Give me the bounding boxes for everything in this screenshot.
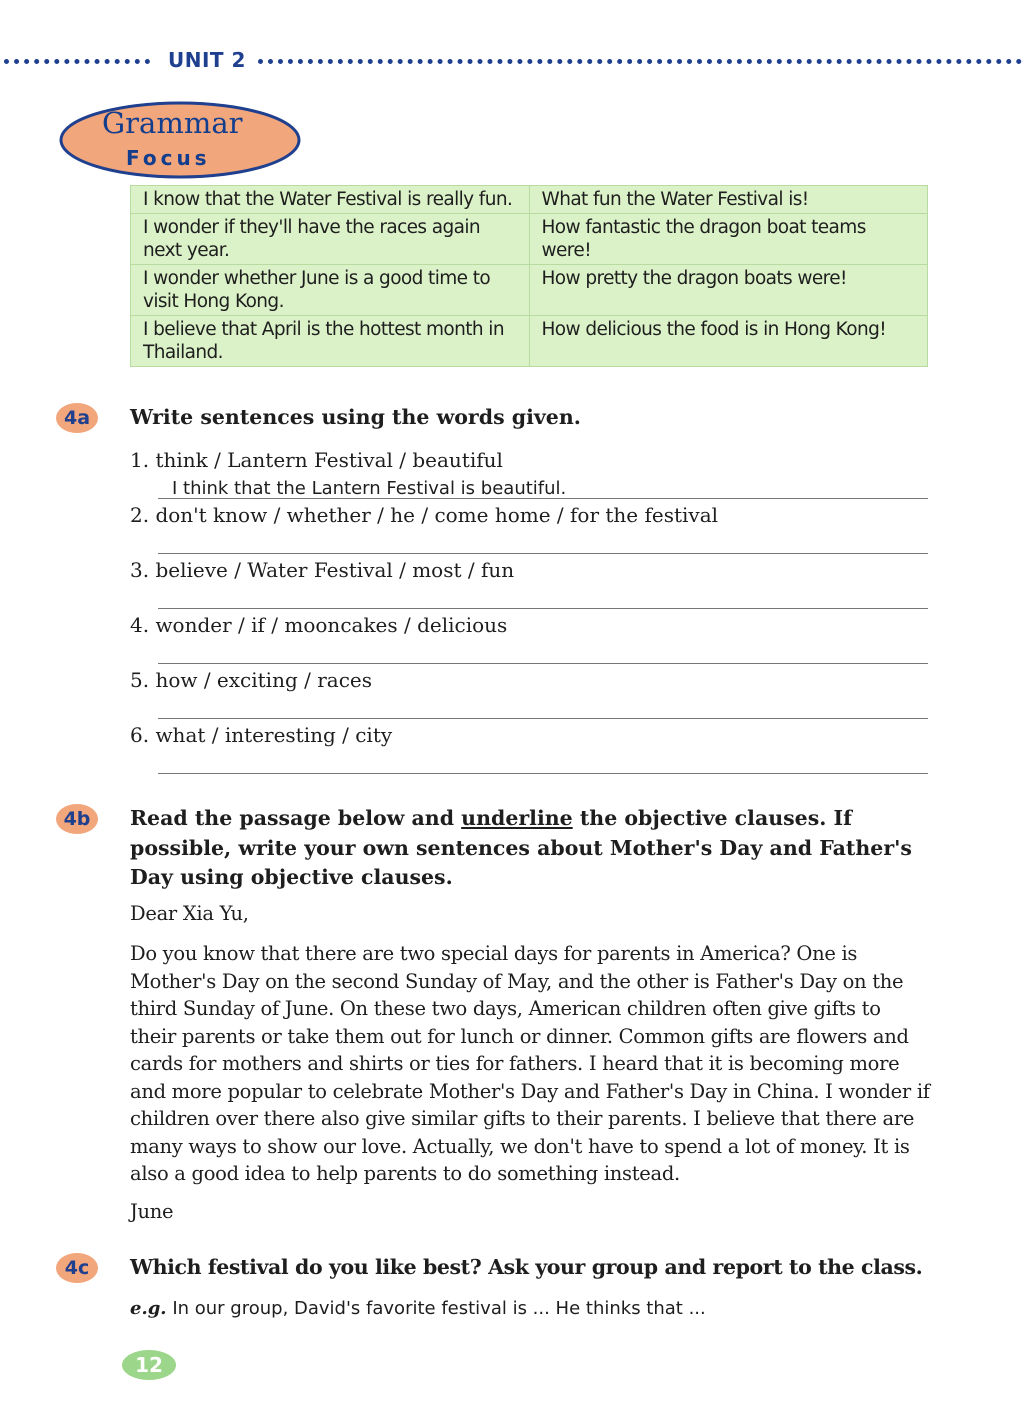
grammar-focus-table: [130, 185, 928, 367]
table-cell: How delicious the food is in Hong Kong!: [529, 316, 928, 367]
instruction-text: the objective clauses. If possible, write your own sentences about Mother's Day and Father's Day using objective clauses.: [130, 806, 912, 889]
example-text: In our group, David's favorite festival is ... He thinks that ...: [172, 1298, 706, 1319]
exercise-item: 6. what / interesting / city: [130, 723, 393, 747]
instruction-text: Read the passage below and: [130, 806, 462, 830]
table-cell: I know that the Water Festival is really fun.: [131, 186, 530, 214]
letter-greeting: Dear Xia Yu,: [130, 902, 249, 925]
table-row: [131, 186, 928, 214]
badge-title: Grammar: [102, 106, 243, 140]
letter-body: Do you know that there are two special days for parents in America? One is Mother's Day on the second Sunday of May, and the other is Father's Day on the third Sunday of June. On these two days, American children often give gifts to their parents or take them out for lunch or dinner. Common gifts are flowers and cards for mothers and shirts or ties for fathers. I heard that it is becoming more and more popular to celebrate Mother's Day and Father's Day in China. I wonder if children over there also give similar gifts to their parents. I believe that there are many ways to show our love. Actually, we don't have to spend a lot of money. It is also a good idea to help parents to do something instead.: [130, 942, 930, 1185]
example-line: [130, 1298, 706, 1319]
badge-subtitle: Focus: [126, 146, 211, 170]
exercise-4a-instruction: Write sentences using the words given.: [130, 405, 581, 429]
exercise-item: 3. believe / Water Festival / most / fun: [130, 558, 515, 582]
header-dots-left: [4, 59, 150, 64]
exercise-item: 2. don't know / whether / he / come home / for the festival: [130, 503, 719, 527]
answer-line[interactable]: [158, 553, 928, 554]
instruction-underlined-word: underline: [461, 806, 573, 830]
unit-heading: UNIT 2: [168, 48, 246, 72]
exercise-item: 4. wonder / if / mooncakes / delicious: [130, 613, 508, 637]
letter-signature: June: [130, 1200, 174, 1223]
header-dots-right: [258, 59, 1022, 64]
grammar-focus-badge: [58, 100, 302, 180]
answer-line[interactable]: [158, 773, 928, 774]
exercise-4c-label: 4c: [56, 1253, 98, 1283]
table-cell: How fantastic the dragon boat teams were!: [529, 214, 928, 265]
table-cell: I believe that April is the hottest month in Thailand.: [131, 316, 530, 367]
page-number: 12: [122, 1350, 176, 1380]
exercise-4b-label: 4b: [56, 804, 98, 834]
table-cell: What fun the Water Festival is!: [529, 186, 928, 214]
example-label: e.g.: [130, 1298, 167, 1319]
answer-line[interactable]: [158, 498, 928, 499]
table-row: [131, 316, 928, 367]
table-cell: How pretty the dragon boats were!: [529, 265, 928, 316]
answer-line[interactable]: [158, 663, 928, 664]
exercise-4c-instruction: Which festival do you like best? Ask your group and report to the class.: [130, 1255, 923, 1279]
answer-line[interactable]: [158, 718, 928, 719]
table-row: [131, 265, 928, 316]
exercise-4a-label: 4a: [56, 403, 98, 433]
table-cell: I wonder whether June is a good time to visit Hong Kong.: [131, 265, 530, 316]
exercise-4b-instruction: [130, 804, 930, 893]
sample-answer: I think that the Lantern Festival is beautiful.: [172, 478, 567, 499]
answer-line[interactable]: [158, 608, 928, 609]
table-cell: I wonder if they'll have the races again next year.: [131, 214, 530, 265]
table-row: [131, 214, 928, 265]
exercise-item: 1. think / Lantern Festival / beautiful: [130, 448, 503, 472]
exercise-item: 5. how / exciting / races: [130, 668, 373, 692]
